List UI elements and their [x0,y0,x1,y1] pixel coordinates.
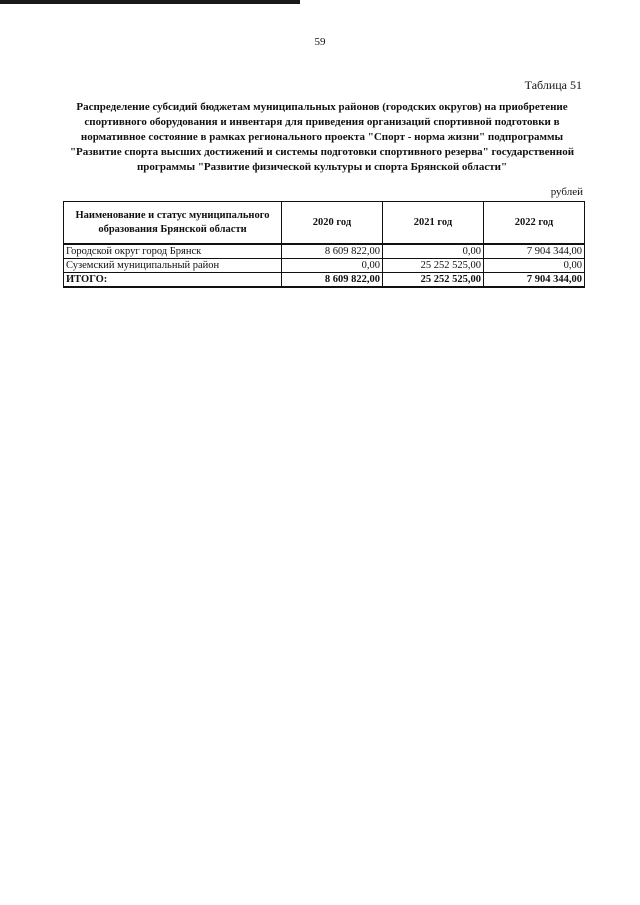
subsidy-table [63,201,585,288]
header-2022: 2022 год [484,202,585,245]
total-label: ИТОГО: [64,273,282,288]
total-2020: 8 609 822,00 [282,273,383,288]
row-value-2020: 8 609 822,00 [282,244,383,259]
total-2021: 25 252 525,00 [383,273,484,288]
header-row [64,202,585,245]
header-municipality: Наименование и статус муниципального образования Брянской области [64,202,282,245]
row-value-2022: 0,00 [484,259,585,273]
table-row [64,259,585,273]
table-label: Таблица 51 [524,78,582,92]
total-row [64,273,585,288]
table-row [64,244,585,259]
header-2020: 2020 год [282,202,383,245]
row-municipality: Городской округ город Брянск [64,244,282,259]
row-value-2022: 7 904 344,00 [484,244,585,259]
page-number: 59 [314,36,326,48]
row-value-2021: 0,00 [383,244,484,259]
row-municipality: Суземский муниципальный район [64,259,282,273]
header-2021: 2021 год [383,202,484,245]
total-2022: 7 904 344,00 [484,273,585,288]
document-title: Распределение субсидий бюджетам муниципальных районов (городских округов) на приобретение спортивного оборудования и инвентаря для приведения организаций спортивной подготовки в нормативное состояние в рамках регионального проекта "Спорт - норма жизни" подпрограммы "Развитие спорта высших достижений и системы подготовки спортивного резерва" государственной программы "Развитие физической культуры и спорта Брянской области" [69,101,575,173]
row-value-2021: 25 252 525,00 [383,259,484,273]
top-border-line [0,0,300,4]
row-value-2020: 0,00 [282,259,383,273]
units-label: рублей [550,186,583,198]
